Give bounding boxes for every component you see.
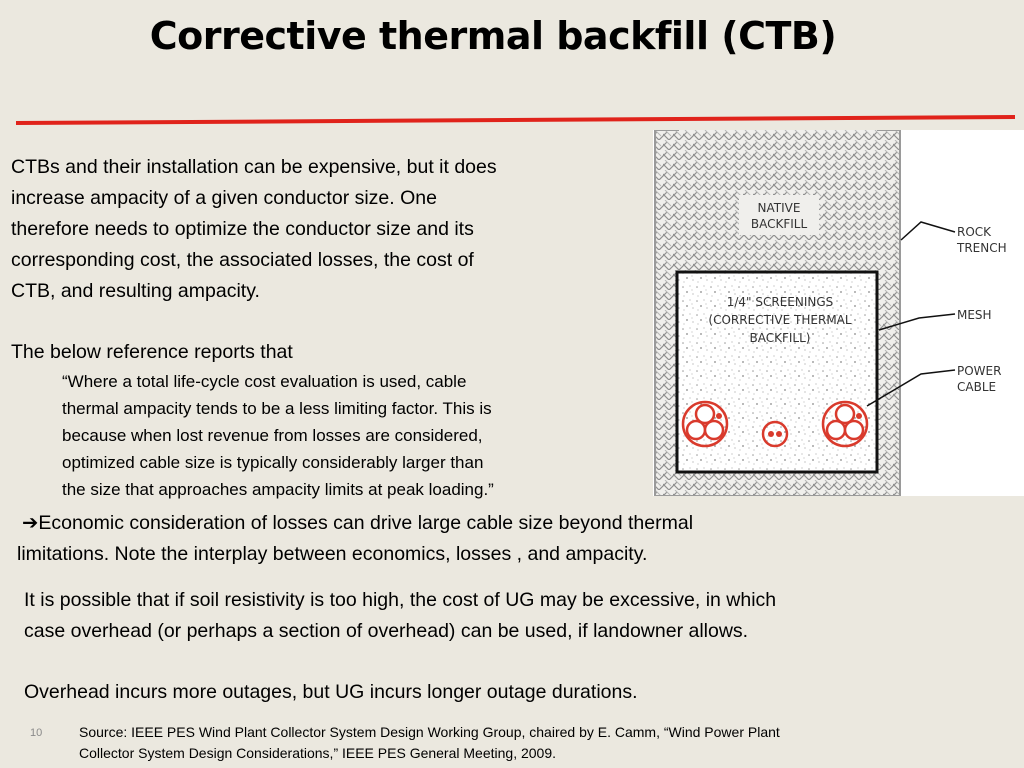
title-underline [0,0,1024,140]
reference-intro: The below reference reports that [11,341,293,363]
quote-line-2: thermal ampacity tends to be a less limiting factor. This is [62,399,492,418]
rock-trench-label-1: ROCK [957,225,992,239]
outage-line: Overhead incurs more outages, but UG incurs longer outage durations. [24,681,638,703]
intro-line-3: therefore needs to optimize the conductor size and its [11,218,474,240]
intro-line-4: corresponding cost, the associated losses, the cost of [11,249,474,271]
quote-line-5: the size that approaches ampacity limits at peak loading.” [62,480,494,499]
rock-trench-label-2: TRENCH [957,241,1007,255]
power-cable-label-2: CABLE [957,380,997,394]
conclusion-line-2: limitations. Note the interplay between economics, losses , and ampacity. [17,543,648,565]
source-line-1: Source: IEEE PES Wind Plant Collector System Design Working Group, chaired by E. Camm, “Wind Power Plant [79,724,780,740]
quote-line-4: optimized cable size is typically considerably larger than [62,453,484,472]
mesh-label: MESH [957,308,992,322]
power-cable-label-1: POWER [957,364,1002,378]
intro-line-2: increase ampacity of a given conductor size. One [11,187,437,209]
arrow-icon: ➔ [22,512,39,534]
slide-title: Corrective thermal backfill (CTB) [149,14,837,58]
soil-line-1: It is possible that if soil resistivity is too high, the cost of UG may be excessive, in which [24,589,777,611]
screenings-label-1: 1/4" SCREENINGS [726,295,834,309]
trench-cross-section-figure [653,130,1024,496]
native-label-1: NATIVE [757,201,801,215]
quote-line-1: “Where a total life-cycle cost evaluation is used, cable [62,372,467,391]
quote-line-3: because when lost revenue from losses are considered, [62,426,483,445]
screenings-label-2: (CORRECTIVE THERMAL [708,313,852,327]
intro-line-5: CTB, and resulting ampacity. [11,280,260,302]
page-number: 10 [30,727,43,739]
source-line-2: Collector System Design Considerations,” IEEE PES General Meeting, 2009. [79,745,557,761]
native-label-2: BACKFILL [750,217,808,231]
conclusion-line-1: ➔Economic consideration of losses can drive large cable size beyond thermal [22,512,694,534]
soil-line-2: case overhead (or perhaps a section of overhead) can be used, if landowner allows. [24,620,749,642]
screenings-label-3: BACKFILL) [749,331,811,345]
intro-line-1: CTBs and their installation can be expensive, but it does [11,156,497,178]
